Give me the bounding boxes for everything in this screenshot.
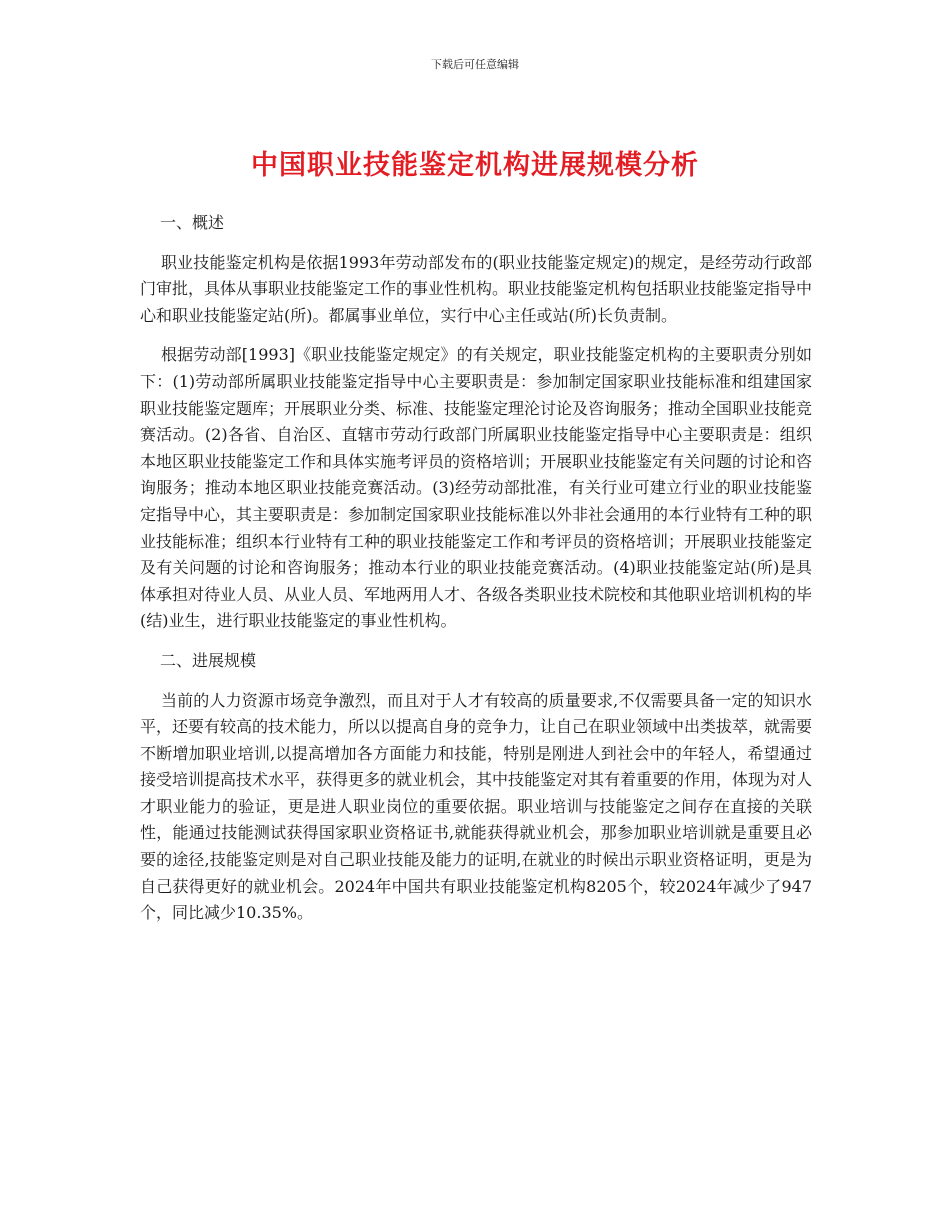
paragraph: 职业技能鉴定机构是依据1993年劳动部发布的(职业技能鉴定规定)的规定，是经劳动行政部门审批，具体从事职业技能鉴定工作的事业性机构。职业技能鉴定机构包括职业技能鉴定指导中心和职业技能鉴定站(所)。都属事业单位，实行中心主任或站(所)长负责制。 xyxy=(140,252,813,325)
paragraph: 当前的人力资源市场竞争激烈，而且对于人才有较高的质量要求,不仅需要具备一定的知识水平，还要有较高的技术能力，所以以提高自身的竞争力，让自己在职业领域中出类拔萃，就需要不断增加职业培训,以提高增加各方面能力和技能，特别是刚进人到社会中的年轻人，希望通过接受培训提高技术水平，获得更多的就业机会，其中技能鉴定对其有着重要的作用，体现为对人才职业能力的验证，更是进人职业岗位的重要依据。职业培训与技能鉴定之间存在直接的关联性，能通过技能测试获得国家职业资格证书,就能获得就业机会，那参加职业培训就是重要且必要的途径,技能鉴定则是对自己职业技能及能力的证明,在就业的时候出示职业资格证明，更是为自己获得更好的就业机会。2024年中国共有职业技能鉴定机构8205个，较2024年减少了947个，同比减少10.35%。 xyxy=(140,690,813,923)
document-title: 中国职业技能鉴定机构进展规模分析 xyxy=(251,150,699,181)
document-body xyxy=(140,210,812,940)
section-heading: 二、进展规模 xyxy=(160,650,257,670)
section-overview xyxy=(140,210,812,635)
page-header-note: 下载后可任意编辑 xyxy=(431,58,519,71)
section-scale xyxy=(140,648,812,927)
section-heading: 一、概述 xyxy=(160,213,225,232)
paragraph: 根据劳动部[1993]《职业技能鉴定规定》的有关规定，职业技能鉴定机构的主要职责分别如下：(1)劳动部所属职业技能鉴定指导中心主要职责是：参加制定国家职业技能标准和组建国家职业技能鉴定题库；开展职业分类、标准、技能鉴定理沦讨论及咨询服务；推动全国职业技能竞赛活动。(2)各省、自治区、直辖市劳动行政部门所属职业技能鉴定指导中心主要职责是：组织本地区职业技能鉴定工作和具体实施考评员的资格培训；开展职业技能鉴定有关问题的讨论和咨询服务；推动本地区职业技能竞赛活动。(3)经劳动部批准，有关行业可建立行业的职业技能鉴定指导中心，其主要职责是：参加制定国家职业技能标准以外非社会通用的本行业特有工种的职业技能标准；组织本行业特有工种的职业技能鉴定工作和考评员的资格培训；开展职业技能鉴定及有关问题的讨论和咨询服务；推动本行业的职业技能竞赛活动。(4)职业技能鉴定站(所)是具体承担对待业人员、从业人员、军地两用人才、各级各类职业技术院校和其他职业培训机构的毕(结)业生，进行职业技能鉴定的事业性机构。 xyxy=(140,345,813,631)
